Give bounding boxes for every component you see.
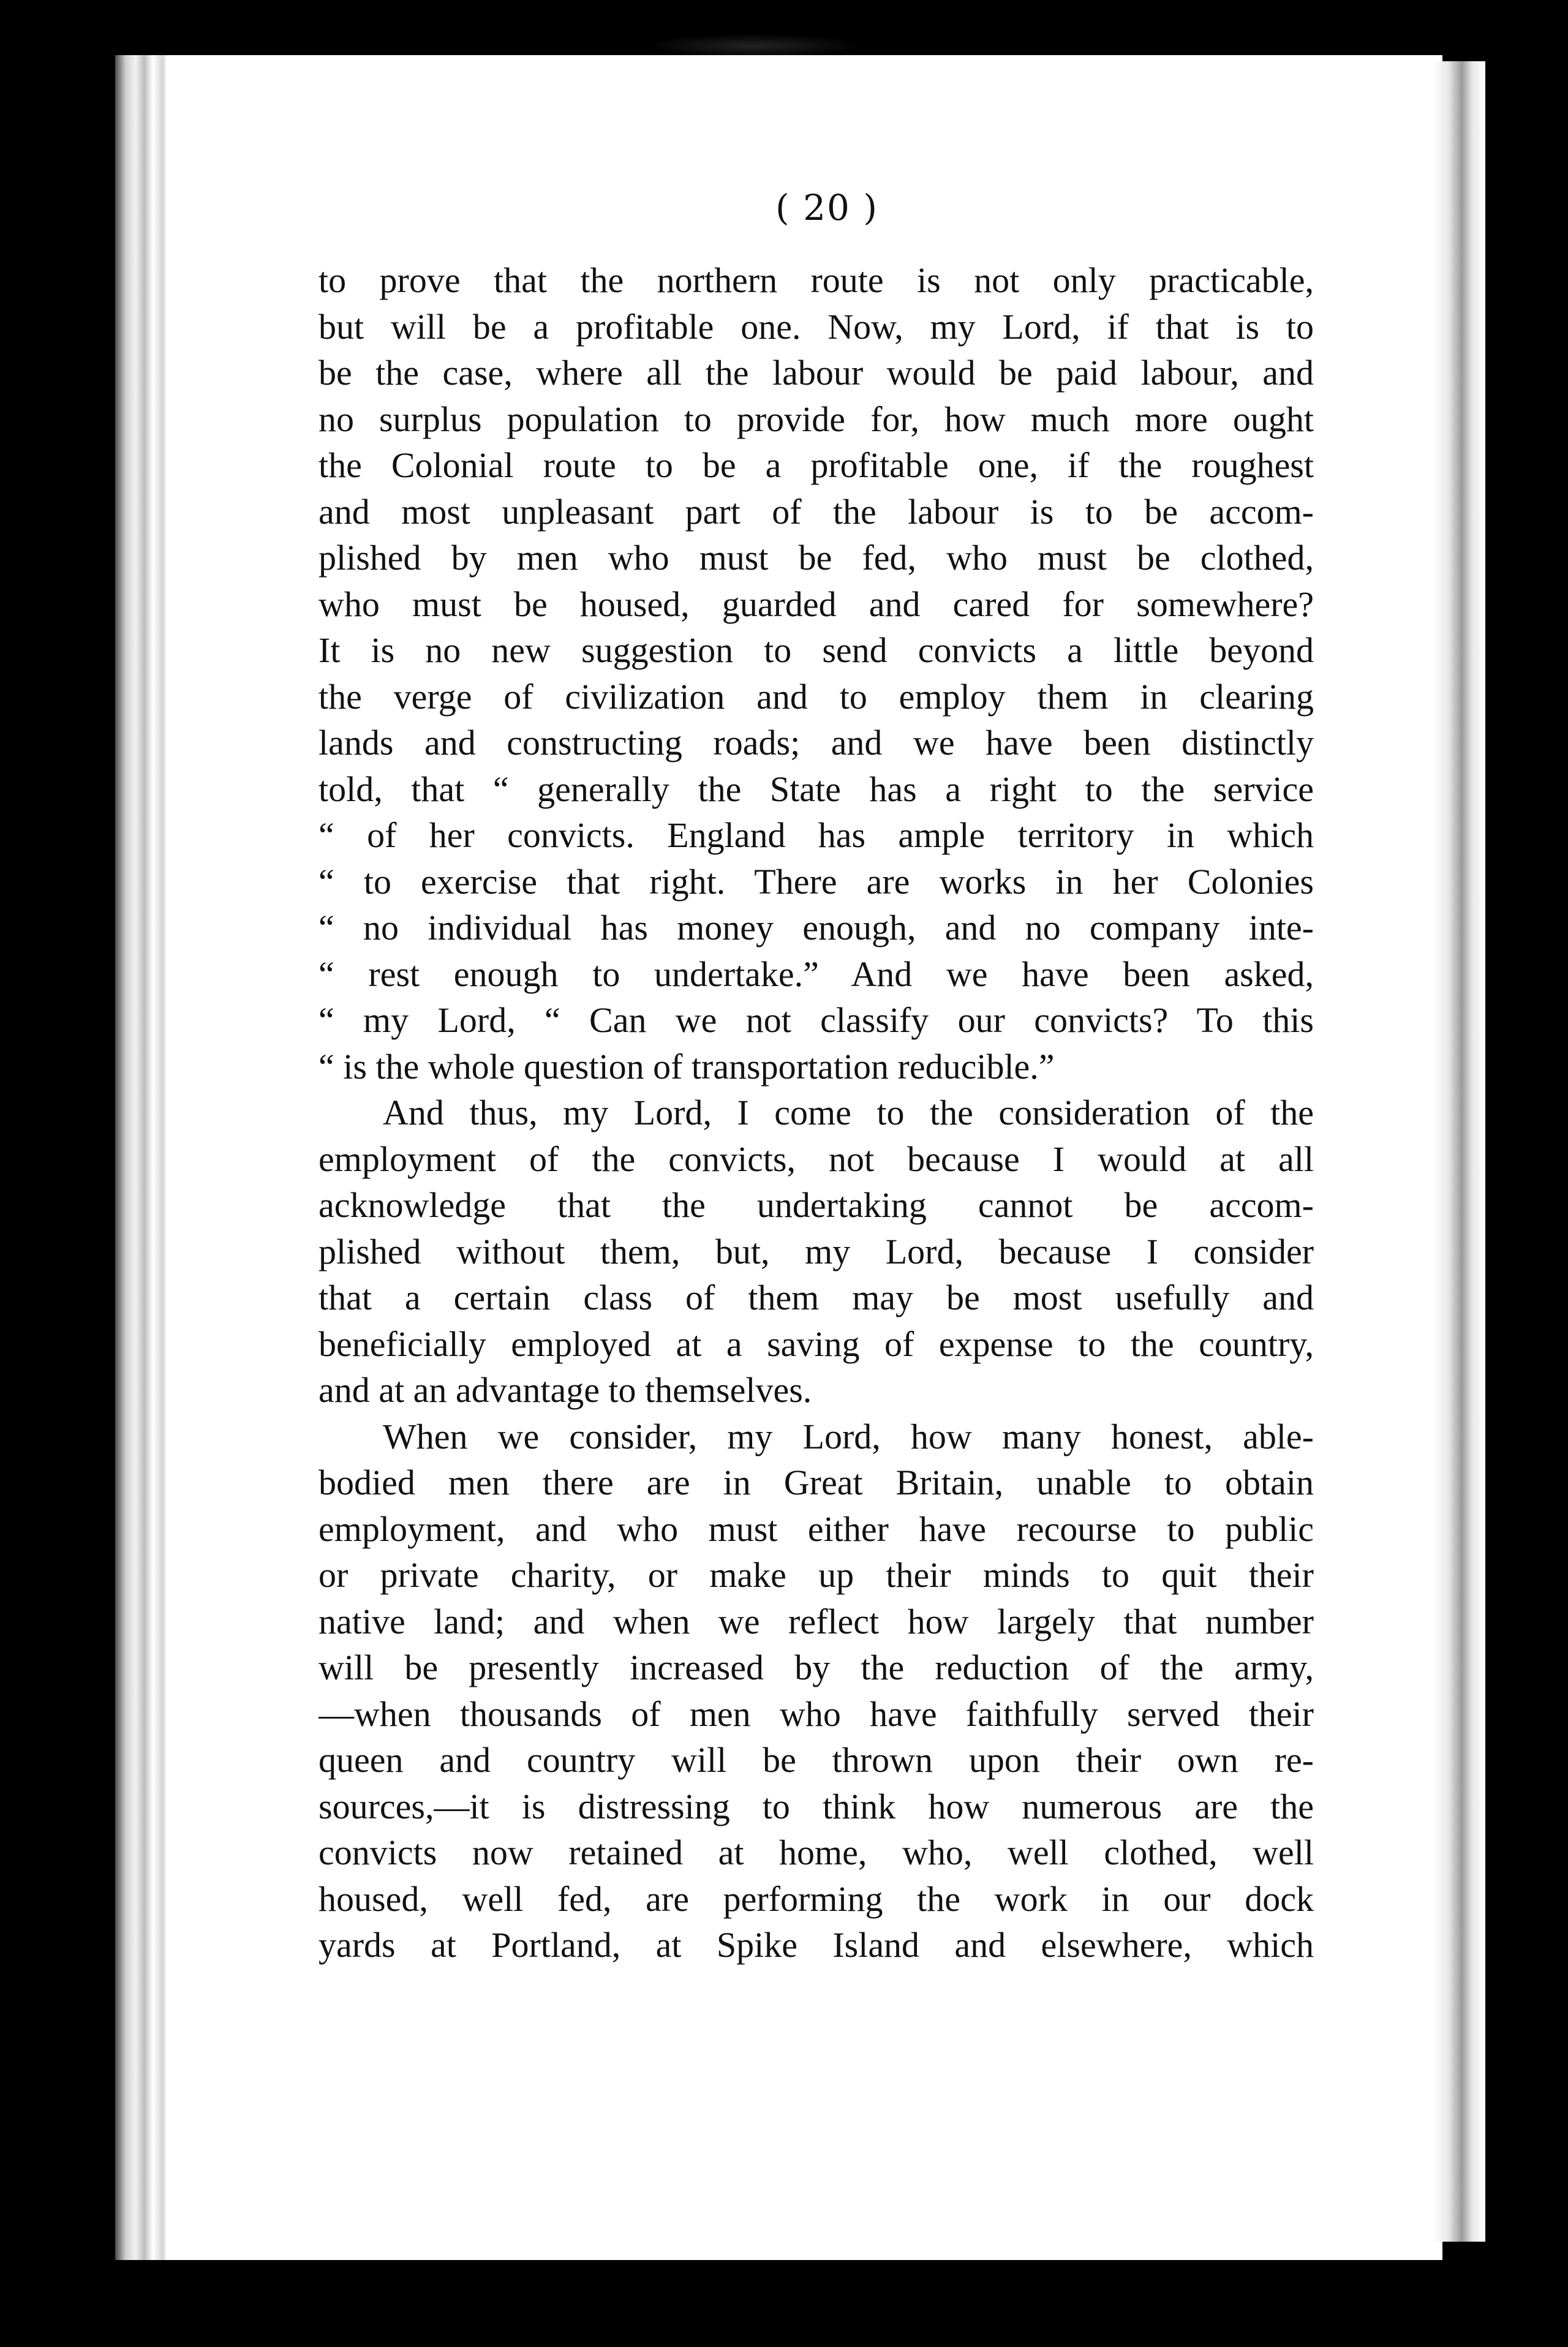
- page-left-edge: [115, 55, 173, 2260]
- text-line: be the case, where all the labour would be paid labour, and: [318, 353, 1314, 393]
- text-line: no surplus population to provide for, how much more ought: [318, 399, 1314, 439]
- text-line: And thus, my Lord, I come to the consideration of the: [383, 1093, 1314, 1132]
- text-line: “ is the whole question of transportation reducible.”: [318, 1046, 1055, 1087]
- text-line: acknowledge that the undertaking cannot be accom-: [318, 1185, 1314, 1225]
- text-line: who must be housed, guarded and cared for somewhere?: [318, 584, 1314, 624]
- text-line: yards at Portland, at Spike Island and elsewhere, which: [318, 1925, 1314, 1965]
- text-line: and most unpleasant part of the labour is to be accom-: [318, 491, 1314, 532]
- text-line: the verge of civilization and to employ them in clearing: [318, 676, 1314, 717]
- binding-shadow: [643, 34, 864, 58]
- text-line: When we consider, my Lord, how many honest, able-: [383, 1416, 1314, 1456]
- text-line: employment of the convicts, not because I would at all: [318, 1139, 1314, 1179]
- text-line: sources,—it is distressing to think how numerous are the: [318, 1786, 1314, 1826]
- text-line: and at an advantage to themselves.: [318, 1370, 812, 1410]
- text-line: plished by men who must be fed, who must be clothed,: [318, 538, 1314, 578]
- text-line: convicts now retained at home, who, well clothed, well: [318, 1833, 1314, 1872]
- text-line: or private charity, or make up their minds to quit their: [318, 1555, 1314, 1595]
- text-line: “ rest enough to undertake.” And we have been asked,: [318, 954, 1314, 994]
- body-text: [318, 257, 1314, 1968]
- text-line: will be presently increased by the reduction of the army,: [318, 1648, 1314, 1687]
- page-number: ( 20 ): [775, 187, 878, 228]
- text-line: native land; and when we reflect how largely that number: [318, 1601, 1314, 1641]
- text-line: “ my Lord, “ Can we not classify our convicts? To this: [318, 1000, 1314, 1040]
- text-line: the Colonial route to be a profitable one, if the roughest: [318, 445, 1314, 485]
- text-line: “ to exercise that right. There are works in her Colonies: [318, 861, 1314, 902]
- text-line: employment, and who must either have recourse to public: [318, 1509, 1314, 1549]
- page-right-edge: [1433, 61, 1485, 2242]
- text-line: “ of her convicts. England has ample territory in which: [318, 815, 1314, 855]
- text-line: but will be a profitable one. Now, my Lord, if that is to: [318, 306, 1314, 347]
- text-line: to prove that the northern route is not only practicable,: [318, 260, 1314, 300]
- text-line: queen and country will be thrown upon their own re-: [318, 1740, 1314, 1780]
- text-line: plished without them, but, my Lord, because I consider: [318, 1231, 1314, 1271]
- text-line: —when thousands of men who have faithfully served their: [318, 1693, 1314, 1734]
- text-line: housed, well fed, are performing the work in our dock: [318, 1878, 1314, 1919]
- text-line: “ no individual has money enough, and no company inte-: [318, 908, 1314, 947]
- text-line: told, that “ generally the State has a right to the service: [318, 769, 1314, 809]
- text-line: bodied men there are in Great Britain, unable to obtain: [318, 1463, 1314, 1502]
- text-line: It is no new suggestion to send convicts a little beyond: [318, 630, 1314, 670]
- text-line: that a certain class of them may be most usefully and: [318, 1278, 1314, 1317]
- text-line: lands and constructing roads; and we have been distinctly: [318, 723, 1314, 763]
- text-line: beneficially employed at a saving of expense to the country,: [318, 1324, 1314, 1364]
